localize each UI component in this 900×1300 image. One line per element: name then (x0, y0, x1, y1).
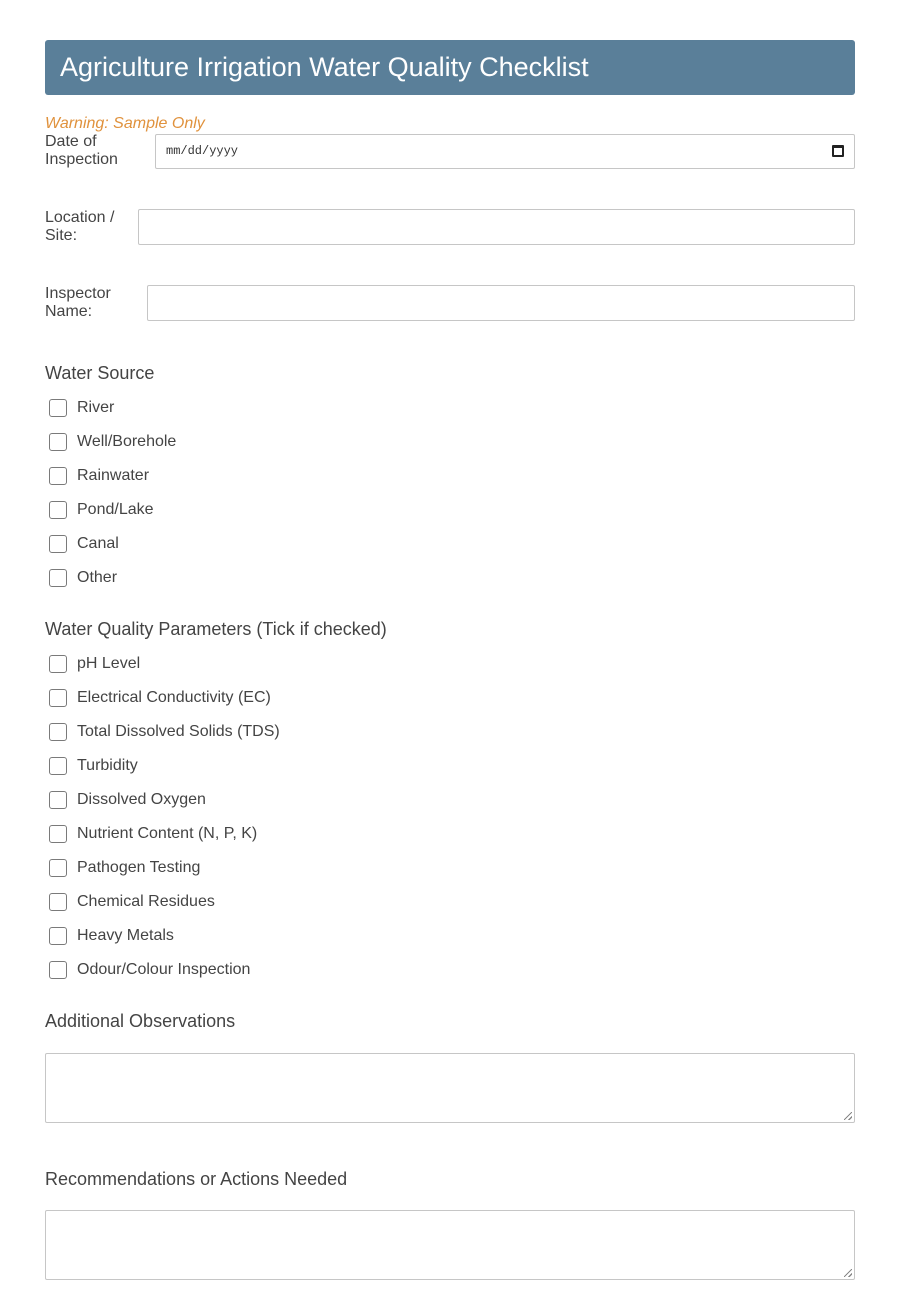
date-field-row (45, 133, 855, 169)
checkbox[interactable] (49, 893, 67, 911)
water-source-item-other[interactable] (45, 561, 855, 595)
date-input[interactable] (155, 134, 855, 169)
warning-text: Warning: Sample Only (45, 115, 205, 132)
checkbox-label: Dissolved Oxygen (77, 791, 206, 808)
resize-grip-icon[interactable] (844, 1112, 852, 1120)
checkbox[interactable] (49, 569, 67, 587)
parameter-item-dissolved-oxygen[interactable] (45, 783, 855, 817)
checkbox-label: Nutrient Content (N, P, K) (77, 825, 258, 842)
checkbox-label: Canal (77, 535, 119, 552)
checkbox-label: Other (77, 569, 118, 586)
checkbox[interactable] (49, 467, 67, 485)
parameter-item-ph[interactable] (45, 647, 855, 681)
checkbox[interactable] (49, 757, 67, 775)
page-title: Agriculture Irrigation Water Quality Checklist (60, 52, 589, 82)
date-label-line1: Date of (45, 133, 97, 150)
inspector-name-input[interactable] (147, 285, 855, 321)
checkbox-label: Rainwater (77, 467, 150, 484)
checkbox-label: Electrical Conductivity (EC) (77, 689, 271, 706)
date-label (45, 133, 155, 169)
water-source-list (45, 391, 855, 595)
calendar-icon[interactable] (832, 145, 844, 157)
parameter-item-chemical[interactable] (45, 885, 855, 919)
parameter-item-pathogen[interactable] (45, 851, 855, 885)
checkbox[interactable] (49, 961, 67, 979)
inspector-label (45, 285, 147, 321)
water-source-item-canal[interactable] (45, 527, 855, 561)
inspector-field-row (45, 285, 855, 321)
checkbox-label: Turbidity (77, 757, 138, 774)
page-header (45, 40, 855, 95)
date-label-line2: Inspection (45, 151, 118, 168)
inspector-label-line2: Name: (45, 303, 93, 320)
date-placeholder: mm/dd/yyyy (166, 144, 239, 158)
location-label-line2: Site: (45, 227, 78, 244)
checkbox-label: Pathogen Testing (77, 859, 201, 876)
checkbox-label: Pond/Lake (77, 501, 154, 518)
parameter-item-turbidity[interactable] (45, 749, 855, 783)
checkbox[interactable] (49, 859, 67, 877)
water-source-item-river[interactable] (45, 391, 855, 425)
recommendations-title: Recommendations or Actions Needed (45, 1169, 348, 1189)
recommendations-textarea[interactable] (45, 1210, 855, 1280)
checkbox[interactable] (49, 723, 67, 741)
checkbox-label: Heavy Metals (77, 927, 174, 944)
checkbox-label: Total Dissolved Solids (TDS) (77, 723, 280, 740)
water-source-item-well[interactable] (45, 425, 855, 459)
checklist-form (45, 40, 855, 1280)
water-source-item-pond[interactable] (45, 493, 855, 527)
water-source-title: Water Source (45, 363, 155, 383)
checkbox[interactable] (49, 399, 67, 417)
checkbox-label: pH Level (77, 655, 141, 672)
parameter-item-tds[interactable] (45, 715, 855, 749)
observations-title: Additional Observations (45, 1011, 236, 1031)
checkbox[interactable] (49, 927, 67, 945)
checkbox-label: River (77, 399, 115, 416)
checkbox-label: Odour/Colour Inspection (77, 961, 251, 978)
checkbox[interactable] (49, 433, 67, 451)
parameters-list (45, 647, 855, 987)
inspector-label-line1: Inspector (45, 285, 111, 302)
parameter-item-nutrient[interactable] (45, 817, 855, 851)
checkbox[interactable] (49, 791, 67, 809)
location-label-line1: Location / (45, 209, 115, 226)
checkbox-label: Chemical Residues (77, 893, 215, 910)
parameter-item-heavy-metals[interactable] (45, 919, 855, 953)
checkbox[interactable] (49, 689, 67, 707)
checkbox[interactable] (49, 501, 67, 519)
checkbox[interactable] (49, 655, 67, 673)
location-label (45, 209, 138, 245)
water-source-item-rainwater[interactable] (45, 459, 855, 493)
parameter-item-ec[interactable] (45, 681, 855, 715)
checkbox[interactable] (49, 825, 67, 843)
resize-grip-icon[interactable] (844, 1269, 852, 1277)
parameters-title: Water Quality Parameters (Tick if checked) (45, 619, 387, 639)
parameter-item-odour[interactable] (45, 953, 855, 987)
location-field-row (45, 209, 855, 245)
checkbox[interactable] (49, 535, 67, 553)
checkbox-label: Well/Borehole (77, 433, 177, 450)
location-input[interactable] (138, 209, 855, 245)
observations-textarea[interactable] (45, 1053, 855, 1123)
